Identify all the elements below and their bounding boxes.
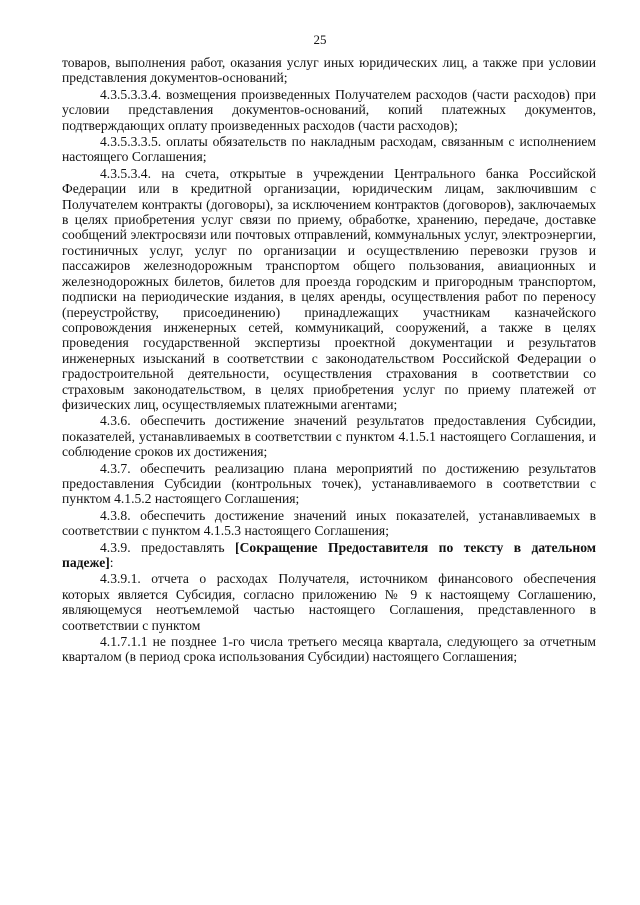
placeholder-provider-name: [Сокращение Предоставителя по тексту в дательном падеже] (62, 539, 596, 570)
paragraph-continuation: товаров, выполнения работ, оказания услуг иных юридических лиц, а также при условии представления документов-оснований; (62, 55, 596, 86)
paragraph-4-3-8: 4.3.8. обеспечить достижение значений иных показателей, устанавливаемых в соответствии с пунктом 4.1.5.3 настоящего Соглашения; (62, 507, 596, 539)
paragraph-4-3-5-3-3-4: 4.3.5.3.3.4. возмещения произведенных Получателем расходов (части расходов) при условии представления документов-оснований, копий платежных документов, подтверждающих оплату произведенных расходов (части расходов); (62, 86, 596, 133)
paragraph-4-3-5-3-3-5: 4.3.5.3.3.5. оплаты обязательств по накладным расходам, связанным с исполнением настоящего Соглашения; (62, 134, 596, 165)
paragraph-4-3-9-tail: : (109, 555, 114, 570)
paragraph-4-1-7-1-1: 4.1.7.1.1 не позднее 1-го числа третьего месяца квартала, следующего за отчетным кварталом (в период срока использования Субсидии) настоящего Соглашения; (62, 634, 596, 665)
document-body (62, 55, 596, 666)
paragraph-4-3-9 (62, 540, 596, 571)
paragraph-4-3-6: 4.3.6. обеспечить достижение значений результатов предоставления Субсидии, показателей, устанавливаемых в соответствии с пунктом 4.1.5.1 настоящего Соглашения, и соблюдение сроков их достижения; (62, 413, 596, 460)
page-number: 25 (313, 32, 327, 47)
paragraph-4-3-9-text: 4.3.9. предоставлять (100, 539, 236, 555)
paragraph-4-3-9-1: 4.3.9.1. отчета о расходах Получателя, источником финансового обеспечения которых является Субсидия, согласно приложению № 9 к настоящему Соглашению, являющемуся неотъемлемой частью настоящего Соглашения, представленного в соответствии с пунктом (62, 571, 596, 633)
paragraph-4-3-7: 4.3.7. обеспечить реализацию плана мероприятий по достижению результатов предоставления Субсидии (контрольных точек), устанавливаемого в соответствии с пунктом 4.1.5.2 настоящего Соглашения; (62, 460, 596, 507)
paragraph-4-3-5-3-4: 4.3.5.3.4. на счета, открытые в учреждении Центрального банка Российской Федерации или в кредитной организации, юридическим лицам, заключившим с Получателем контракты (договоры), за исключением контрактов (договоров), заключаемых в целях приобретения услуг связи по приему, обработке, хранению, передаче, доставке сообщений электросвязи или почтовых отправлений, коммунальных услуг, электроэнергии, гостиничных услуг, услуг по организации и осуществлению перевозки грузов и пассажиров железнодорожным транспортом общего пользования, авиационных и железнодорожных билетов, билетов для проезда городским и пригородным транспортом, подписки на периодические издания, в целях аренды, осуществления работ по переносу (переустройству, присоединению) принадлежащих участникам казначейского сопровождения инженерных сетей, коммуникаций, сооружений, а также в целях проведения государственной экспертизы проектной документации и результатов инженерных изысканий в соответствии с законодательством Российской Федерации о градостроительной деятельности, осуществления страхования в соответствии со страховым законодательством, в целях приобретения услуг по приему платежей от физических лиц, осуществляемых платежными агентами; (62, 165, 596, 412)
